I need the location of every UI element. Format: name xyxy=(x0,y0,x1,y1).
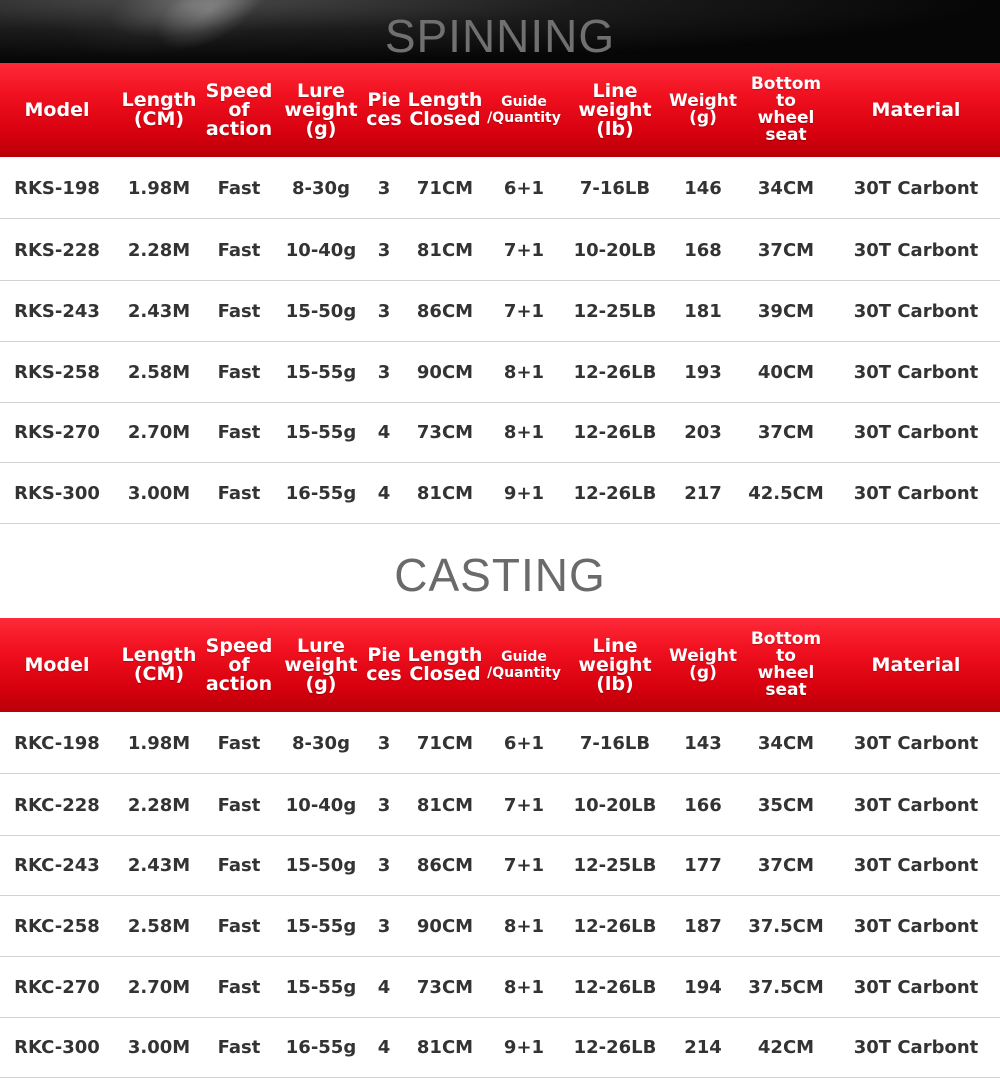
cell-closed: 73CM xyxy=(416,422,474,443)
cell-length: 2.58M xyxy=(127,362,191,383)
cell-pieces: 3 xyxy=(377,733,391,754)
cell-model: RKS-198 xyxy=(14,178,100,199)
cell-line: 12-25LB xyxy=(573,301,657,322)
spinning-header-pieces: Pie ces xyxy=(366,89,402,130)
cell-closed: 90CM xyxy=(416,362,474,383)
cell-bottom: 37.5CM xyxy=(748,916,824,937)
cell-closed: 90CM xyxy=(416,916,474,937)
cell-material: 30T Carbont xyxy=(853,795,979,816)
cell-guide: 9+1 xyxy=(503,1037,545,1058)
casting-header-row xyxy=(0,618,1000,712)
cell-speed: Fast xyxy=(217,240,261,261)
cell-material: 30T Carbont xyxy=(853,483,979,504)
cell-guide: 7+1 xyxy=(503,240,545,261)
cell-closed: 81CM xyxy=(416,795,474,816)
cell-pieces: 3 xyxy=(377,301,391,322)
cell-model: RKC-300 xyxy=(14,1037,100,1058)
cell-model: RKS-270 xyxy=(14,422,100,443)
spinning-header-bottom: Bottom to wheel seat xyxy=(750,74,822,145)
cell-closed: 73CM xyxy=(416,977,474,998)
table-row xyxy=(0,158,1000,219)
cell-guide: 7+1 xyxy=(503,795,545,816)
cell-lure: 8-30g xyxy=(292,178,350,199)
cell-length: 2.70M xyxy=(127,977,191,998)
cell-material: 30T Carbont xyxy=(853,240,979,261)
cell-speed: Fast xyxy=(217,977,261,998)
cell-pieces: 3 xyxy=(377,795,391,816)
table-row xyxy=(0,281,1000,342)
cell-lure: 10-40g xyxy=(285,240,357,261)
cell-material: 30T Carbont xyxy=(853,422,979,443)
cell-material: 30T Carbont xyxy=(853,855,979,876)
cell-guide: 7+1 xyxy=(503,301,545,322)
cell-pieces: 4 xyxy=(377,422,391,443)
cell-weight: 181 xyxy=(684,301,722,322)
cell-bottom: 37CM xyxy=(757,422,815,443)
cell-weight: 166 xyxy=(684,795,722,816)
cell-guide: 7+1 xyxy=(503,855,545,876)
spinning-header-line: Line weight (lb) xyxy=(578,79,652,140)
cell-model: RKS-228 xyxy=(14,240,100,261)
cell-model: RKC-243 xyxy=(14,855,100,876)
cell-line: 12-26LB xyxy=(573,362,657,383)
cell-pieces: 3 xyxy=(377,916,391,937)
cell-bottom: 39CM xyxy=(757,301,815,322)
casting-header-bottom: Bottom to wheel seat xyxy=(750,629,822,700)
spinning-header-length: Length (CM) xyxy=(121,89,197,130)
cell-guide: 8+1 xyxy=(503,362,545,383)
cell-lure: 15-50g xyxy=(285,301,357,322)
casting-header-model: Model xyxy=(24,653,90,676)
cell-speed: Fast xyxy=(217,301,261,322)
cell-guide: 8+1 xyxy=(503,977,545,998)
cell-material: 30T Carbont xyxy=(853,977,979,998)
cell-speed: Fast xyxy=(217,422,261,443)
cell-length: 2.43M xyxy=(127,301,191,322)
table-row xyxy=(0,957,1000,1018)
casting-title: CASTING xyxy=(394,549,606,601)
table-row xyxy=(0,1017,1000,1078)
cell-length: 2.28M xyxy=(127,240,191,261)
cell-lure: 15-55g xyxy=(285,422,357,443)
cell-bottom: 40CM xyxy=(757,362,815,383)
cell-line: 12-25LB xyxy=(573,855,657,876)
cell-model: RKS-258 xyxy=(14,362,100,383)
cell-length: 2.70M xyxy=(127,422,191,443)
casting-header-guide: Guide /Quantity xyxy=(487,649,561,681)
cell-line: 12-26LB xyxy=(573,422,657,443)
cell-pieces: 3 xyxy=(377,855,391,876)
cell-weight: 146 xyxy=(684,178,722,199)
cell-bottom: 37CM xyxy=(757,240,815,261)
cell-length: 2.58M xyxy=(127,916,191,937)
cell-material: 30T Carbont xyxy=(853,301,979,322)
cell-model: RKS-300 xyxy=(14,483,100,504)
table-row xyxy=(0,835,1000,896)
casting-header-closed: Length Closed xyxy=(407,644,483,685)
cell-line: 12-26LB xyxy=(573,977,657,998)
cell-weight: 177 xyxy=(684,855,722,876)
cell-closed: 86CM xyxy=(416,301,474,322)
cell-lure: 16-55g xyxy=(285,483,357,504)
cell-pieces: 3 xyxy=(377,362,391,383)
cell-line: 7-16LB xyxy=(579,733,651,754)
cell-guide: 6+1 xyxy=(503,733,545,754)
casting-header-weight: Weight (g) xyxy=(669,646,737,683)
spinning-header-material: Material xyxy=(871,98,961,121)
cell-length: 3.00M xyxy=(127,483,191,504)
cell-bottom: 34CM xyxy=(757,178,815,199)
cell-model: RKC-198 xyxy=(14,733,100,754)
cell-pieces: 4 xyxy=(377,1037,391,1058)
table-row xyxy=(0,775,1000,836)
spinning-header-weight: Weight (g) xyxy=(669,91,737,128)
cell-closed: 81CM xyxy=(416,1037,474,1058)
cell-length: 2.28M xyxy=(127,795,191,816)
cell-speed: Fast xyxy=(217,362,261,383)
cell-speed: Fast xyxy=(217,1037,261,1058)
cell-guide: 8+1 xyxy=(503,422,545,443)
cell-weight: 217 xyxy=(684,483,722,504)
cell-speed: Fast xyxy=(217,733,261,754)
cell-pieces: 3 xyxy=(377,178,391,199)
cell-lure: 15-50g xyxy=(285,855,357,876)
cell-model: RKC-258 xyxy=(14,916,100,937)
cell-weight: 168 xyxy=(684,240,722,261)
cell-pieces: 3 xyxy=(377,240,391,261)
cell-model: RKC-270 xyxy=(14,977,100,998)
table-row xyxy=(0,713,1000,774)
cell-bottom: 37.5CM xyxy=(748,977,824,998)
cell-speed: Fast xyxy=(217,795,261,816)
spinning-header-lure: Lure weight (g) xyxy=(284,79,358,140)
cell-material: 30T Carbont xyxy=(853,916,979,937)
cell-closed: 81CM xyxy=(416,483,474,504)
spinning-header-model: Model xyxy=(24,98,90,121)
cell-weight: 203 xyxy=(684,422,722,443)
cell-weight: 194 xyxy=(684,977,722,998)
cell-speed: Fast xyxy=(217,855,261,876)
spinning-title: SPINNING xyxy=(384,10,616,62)
cell-guide: 9+1 xyxy=(503,483,545,504)
cell-weight: 143 xyxy=(684,733,722,754)
cell-weight: 193 xyxy=(684,362,722,383)
cell-bottom: 35CM xyxy=(757,795,815,816)
cell-line: 12-26LB xyxy=(573,483,657,504)
cell-lure: 16-55g xyxy=(285,1037,357,1058)
table-row xyxy=(0,402,1000,463)
cell-closed: 86CM xyxy=(416,855,474,876)
casting-header-lure: Lure weight (g) xyxy=(284,634,358,695)
cell-material: 30T Carbont xyxy=(853,178,979,199)
cell-material: 30T Carbont xyxy=(853,1037,979,1058)
casting-header-speed: Speed of action xyxy=(205,634,273,695)
cell-material: 30T Carbont xyxy=(853,733,979,754)
cell-length: 1.98M xyxy=(127,733,191,754)
cell-speed: Fast xyxy=(217,483,261,504)
cell-bottom: 42CM xyxy=(757,1037,815,1058)
cell-weight: 187 xyxy=(684,916,722,937)
spinning-header-closed: Length Closed xyxy=(407,89,483,130)
cell-line: 10-20LB xyxy=(573,795,657,816)
casting-header-pieces: Pie ces xyxy=(366,644,402,685)
cell-bottom: 34CM xyxy=(757,733,815,754)
cell-line: 10-20LB xyxy=(573,240,657,261)
cell-lure: 8-30g xyxy=(292,733,350,754)
cell-lure: 15-55g xyxy=(285,362,357,383)
cell-bottom: 42.5CM xyxy=(748,483,824,504)
cell-speed: Fast xyxy=(217,178,261,199)
cell-length: 1.98M xyxy=(127,178,191,199)
cell-line: 12-26LB xyxy=(573,1037,657,1058)
cell-material: 30T Carbont xyxy=(853,362,979,383)
cell-closed: 71CM xyxy=(416,178,474,199)
cell-weight: 214 xyxy=(684,1037,722,1058)
cell-model: RKC-228 xyxy=(14,795,100,816)
spinning-header-guide: Guide /Quantity xyxy=(487,94,561,126)
cell-line: 7-16LB xyxy=(579,178,651,199)
cell-pieces: 4 xyxy=(377,977,391,998)
cell-lure: 15-55g xyxy=(285,977,357,998)
spinning-header-row xyxy=(0,63,1000,157)
cell-length: 2.43M xyxy=(127,855,191,876)
casting-header-line: Line weight (lb) xyxy=(578,634,652,695)
casting-header-length: Length (CM) xyxy=(121,644,197,685)
cell-speed: Fast xyxy=(217,916,261,937)
table-row xyxy=(0,220,1000,281)
table-row xyxy=(0,896,1000,957)
cell-closed: 81CM xyxy=(416,240,474,261)
cell-guide: 8+1 xyxy=(503,916,545,937)
cell-lure: 10-40g xyxy=(285,795,357,816)
cell-lure: 15-55g xyxy=(285,916,357,937)
casting-header-material: Material xyxy=(871,653,961,676)
spinning-header-speed: Speed of action xyxy=(205,79,273,140)
cell-pieces: 4 xyxy=(377,483,391,504)
table-row xyxy=(0,342,1000,403)
cell-closed: 71CM xyxy=(416,733,474,754)
cell-guide: 6+1 xyxy=(503,178,545,199)
cell-model: RKS-243 xyxy=(14,301,100,322)
table-row xyxy=(0,463,1000,524)
cell-line: 12-26LB xyxy=(573,916,657,937)
cell-length: 3.00M xyxy=(127,1037,191,1058)
cell-bottom: 37CM xyxy=(757,855,815,876)
